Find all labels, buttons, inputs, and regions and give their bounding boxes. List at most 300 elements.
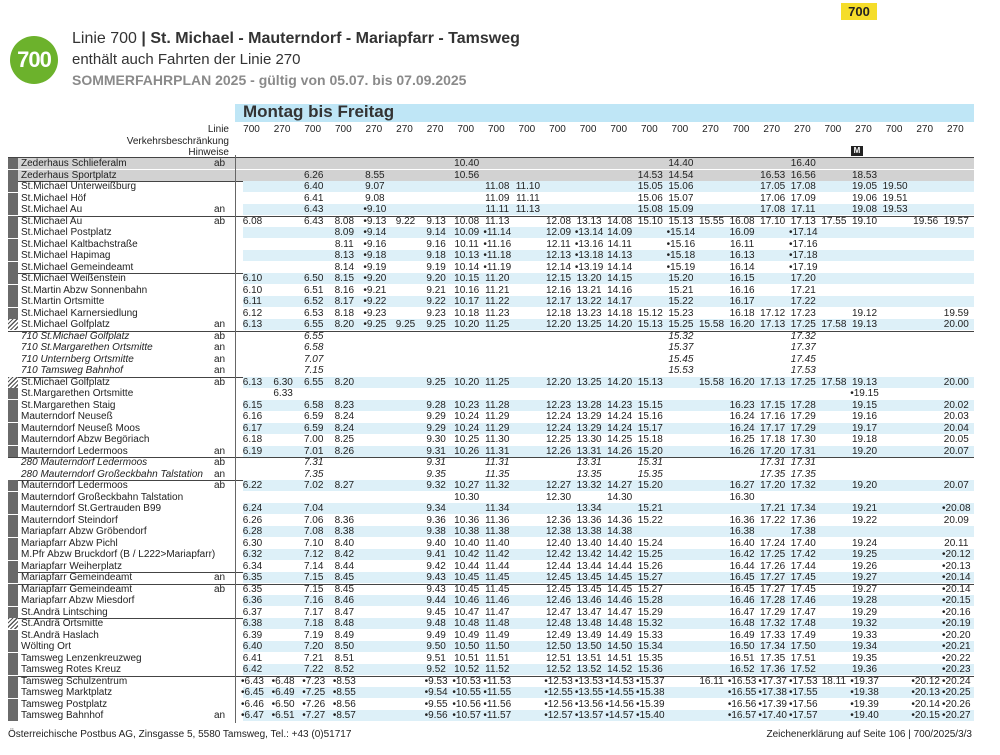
time-cell: 12.44 [545, 560, 572, 572]
time-cell: 13.40 [576, 537, 602, 549]
time-cell: 6.55 [303, 376, 324, 388]
time-cell: 6.37 [242, 606, 263, 618]
season-label: SOMMERFAHRPLAN 2025 - gültig von 05.07. bis 07.09.2025 [72, 72, 467, 88]
time-cell: 13.44 [576, 560, 602, 572]
time-cell: 14.49 [607, 629, 633, 641]
table-divider [235, 155, 236, 723]
time-cell: 15.45 [668, 353, 694, 365]
time-cell: 15.26 [637, 560, 663, 572]
time-cell: 17.32 [790, 480, 816, 491]
row-marker [8, 319, 18, 330]
time-cell: 15.23 [668, 307, 694, 319]
time-cell: 11.35 [485, 468, 510, 480]
time-cell: 12.36 [545, 514, 572, 526]
time-cell: •19.39 [850, 698, 879, 710]
time-cell: 20.11 [944, 537, 969, 549]
line-tag: 700 [841, 3, 877, 20]
row-marker [8, 653, 18, 664]
table-row [8, 549, 974, 560]
note-marker: M [851, 146, 863, 156]
time-cell: •8.57 [332, 710, 356, 721]
row-marker [8, 561, 18, 572]
time-cell: 17.25 [760, 549, 786, 560]
time-cell: 13.31 [576, 457, 602, 468]
time-cell: 10.23 [454, 399, 480, 411]
time-cell: 16.15 [729, 273, 755, 284]
stop-name: Mariapfarr Abzw Pichl [21, 537, 118, 549]
stop-name: Zederhaus Sportplatz [21, 169, 117, 181]
time-cell: 20.02 [943, 399, 969, 411]
time-cell: 10.56 [454, 169, 480, 181]
time-cell: 9.21 [426, 284, 446, 296]
time-cell: 13.20 [576, 273, 602, 284]
time-cell: •9.22 [363, 296, 387, 307]
row-marker [8, 262, 18, 273]
table-row [8, 262, 974, 273]
time-cell: •20.19 [942, 618, 971, 629]
time-cell: 19.16 [851, 411, 878, 422]
time-cell: •6.48 [271, 675, 295, 687]
time-cell: 17.13 [790, 215, 816, 227]
time-cell: 16.40 [790, 158, 816, 169]
time-cell: 6.52 [303, 296, 324, 307]
row-marker [8, 285, 18, 296]
time-cell: 6.41 [242, 652, 263, 664]
table-row [8, 239, 974, 250]
time-cell: 7.08 [303, 526, 324, 537]
time-cell: •20.20 [942, 629, 971, 641]
stop-name: Tamsweg Lenzenkreuzweg [21, 652, 142, 664]
line-number: 270 [855, 124, 872, 135]
time-cell: 13.22 [576, 296, 602, 307]
line-number: 700 [243, 124, 260, 135]
time-cell: 17.45 [790, 583, 816, 595]
time-cell: 19.25 [851, 549, 878, 560]
stop-name: St.Margarethen Staig [21, 399, 116, 411]
time-cell: 8.47 [334, 606, 355, 618]
time-cell: 6.53 [303, 307, 324, 319]
time-cell: 19.35 [851, 652, 878, 664]
time-cell: 8.42 [334, 549, 355, 560]
time-cell: 11.45 [485, 572, 510, 583]
time-cell: •17.56 [789, 698, 818, 710]
row-marker [8, 216, 18, 227]
time-cell: 8.09 [334, 227, 355, 238]
time-cell: 6.13 [242, 376, 263, 388]
time-cell: 15.18 [637, 434, 663, 445]
time-cell: 14.46 [607, 595, 633, 606]
time-cell: 9.16 [426, 238, 446, 250]
time-cell: 14.24 [607, 422, 633, 434]
time-cell: 10.15 [454, 273, 480, 284]
time-cell: 14.26 [607, 445, 633, 457]
time-cell: 12.09 [545, 227, 572, 238]
time-cell: 7.35 [303, 468, 324, 480]
time-cell: 11.30 [485, 434, 510, 445]
time-cell: •17.40 [758, 710, 787, 721]
time-cell: 9.34 [426, 503, 446, 514]
time-cell: 12.48 [545, 618, 572, 629]
time-cell: 16.50 [729, 641, 755, 652]
time-cell: 12.50 [545, 641, 572, 652]
time-cell: 17.28 [790, 399, 816, 411]
time-cell: •9.23 [363, 307, 387, 319]
time-cell: •20.14 [911, 698, 940, 710]
time-cell: 9.50 [426, 641, 446, 652]
row-marker [8, 296, 18, 307]
time-cell: 17.45 [790, 353, 816, 365]
table-row [8, 434, 974, 445]
row-marker [8, 664, 18, 675]
time-cell: 15.07 [668, 192, 694, 204]
time-cell: 8.45 [334, 572, 355, 583]
time-cell: 15.29 [637, 606, 663, 618]
time-cell: 9.20 [426, 273, 446, 284]
time-cell: 16.23 [729, 399, 755, 411]
time-cell: 16.08 [729, 215, 755, 227]
time-cell: •9.19 [363, 261, 387, 273]
time-cell: 15.20 [668, 273, 694, 284]
time-cell: 11.29 [485, 411, 510, 422]
stop-name: Mauterndorf Ledermoos [21, 445, 128, 457]
time-cell: 19.51 [882, 192, 908, 204]
time-cell: 10.42 [454, 549, 480, 560]
row-marker [8, 710, 18, 721]
stop-name: St.Michael Höf [21, 192, 87, 204]
time-cell: 10.40 [454, 537, 480, 549]
footer-reference: Zeichenerklärung auf Seite 106 | 700/2025/3/3 [766, 729, 972, 740]
time-cell: •10.57 [452, 710, 481, 721]
stop-name: Mauterndorf Großeckbahn Talstation [21, 491, 184, 503]
stop-name: St.Andrä Lintsching [21, 606, 108, 618]
row-marker [8, 549, 18, 560]
time-cell: 10.24 [454, 411, 480, 422]
time-cell: •9.54 [424, 687, 448, 698]
time-cell: 13.25 [576, 319, 602, 330]
time-cell: 17.31 [790, 457, 816, 468]
arr-dep-flag: ab [214, 215, 226, 227]
line-number: 700 [518, 124, 536, 135]
time-cell: 8.08 [334, 215, 355, 227]
time-cell: 8.26 [334, 445, 355, 457]
time-cell: 17.20 [790, 273, 816, 284]
time-cell: 8.18 [334, 307, 355, 319]
time-cell: 13.35 [576, 468, 602, 480]
time-cell: 11.20 [485, 273, 510, 284]
time-cell: 9.25 [426, 376, 446, 388]
line-badge: 700 [10, 36, 58, 84]
time-cell: •12.56 [544, 698, 573, 710]
time-cell: •11.18 [483, 250, 512, 261]
time-cell: 17.33 [760, 629, 786, 641]
time-cell: 6.59 [303, 411, 324, 422]
time-cell: 15.33 [637, 629, 663, 641]
time-cell: 17.06 [760, 192, 786, 204]
time-cell: •20.15 [942, 595, 971, 606]
time-cell: 17.31 [760, 457, 786, 468]
time-cell: 18.11 [821, 675, 847, 687]
time-cell: 10.17 [454, 296, 480, 307]
time-cell: 13.38 [576, 526, 602, 537]
row-marker [8, 158, 18, 169]
time-cell: 14.42 [607, 549, 633, 560]
line-number: 700 [487, 124, 505, 135]
time-cell: 12.16 [545, 284, 572, 296]
stop-name: St.Michael Au [21, 204, 83, 215]
time-cell: 8.52 [334, 664, 355, 675]
time-cell: 12.40 [545, 537, 572, 549]
time-cell: 19.32 [851, 618, 878, 629]
time-cell: 14.25 [607, 434, 633, 445]
row-marker [8, 607, 18, 618]
time-cell: •15.16 [666, 238, 696, 250]
time-cell: 17.47 [790, 606, 816, 618]
time-cell: •11.55 [483, 687, 512, 698]
time-cell: 10.20 [454, 376, 480, 388]
time-cell: 6.33 [273, 388, 293, 399]
time-cell: 17.35 [760, 652, 786, 664]
time-cell: 14.09 [607, 227, 633, 238]
table-row [8, 342, 974, 353]
time-cell: 9.36 [426, 514, 446, 526]
time-cell: 13.36 [576, 514, 602, 526]
time-cell: 17.08 [790, 181, 816, 192]
time-cell: 20.07 [943, 480, 969, 491]
time-cell: •17.53 [789, 675, 818, 687]
time-cell: 14.20 [607, 319, 633, 330]
time-cell: •20.14 [942, 583, 971, 595]
time-cell: 9.22 [426, 296, 446, 307]
time-cell: 11.21 [485, 284, 510, 296]
time-cell: 17.30 [790, 434, 816, 445]
time-cell: 14.50 [607, 641, 633, 652]
time-cell: 10.09 [454, 227, 480, 238]
time-cell: •9.16 [363, 238, 387, 250]
time-cell: 14.53 [637, 169, 663, 181]
time-cell: 17.13 [760, 319, 786, 330]
time-cell: 19.15 [851, 399, 878, 411]
time-cell: 7.18 [303, 618, 324, 629]
time-cell: 9.31 [426, 457, 446, 468]
stop-name: Mariapfarr Gemeindeamt [21, 572, 133, 583]
time-cell: •20.24 [942, 675, 971, 687]
time-cell: 17.15 [760, 399, 786, 411]
time-cell: •16.56 [727, 698, 757, 710]
time-cell: 13.45 [576, 572, 602, 583]
row-marker [8, 181, 18, 192]
time-cell: •7.23 [302, 675, 326, 687]
stop-name: Tamsweg Marktplatz [21, 687, 113, 698]
time-cell: 10.50 [454, 641, 480, 652]
time-cell: 9.25 [426, 319, 446, 330]
stop-name: St.Andrä Haslach [21, 629, 99, 641]
line-number: 700 [885, 124, 903, 135]
time-cell: •6.43 [241, 675, 264, 687]
time-cell: 6.38 [242, 618, 263, 629]
time-cell: 11.51 [485, 652, 510, 664]
time-cell: 6.55 [303, 319, 324, 330]
table-row [8, 515, 974, 526]
table-row [8, 630, 974, 641]
time-cell: 14.36 [607, 514, 633, 526]
table-row [8, 388, 974, 399]
time-cell: •13.57 [574, 710, 604, 721]
row-marker [8, 170, 18, 181]
time-cell: 12.20 [545, 376, 572, 388]
time-cell: 6.15 [242, 399, 263, 411]
time-cell: •8.53 [332, 675, 356, 687]
time-cell: 14.47 [607, 606, 633, 618]
table-row [8, 285, 974, 296]
time-cell: 7.16 [303, 595, 324, 606]
time-cell: 13.32 [576, 480, 602, 491]
time-cell: 10.49 [454, 629, 480, 641]
time-cell: •17.39 [758, 698, 787, 710]
time-cell: 8.15 [334, 273, 355, 284]
time-cell: 16.40 [729, 537, 755, 549]
time-cell: 13.13 [576, 215, 602, 227]
table-row [8, 170, 974, 181]
time-cell: 10.45 [454, 572, 480, 583]
time-cell: •17.38 [758, 687, 787, 698]
table-row [8, 216, 974, 227]
time-cell: •16.55 [727, 687, 757, 698]
table-row [8, 319, 974, 330]
time-cell: 11.50 [485, 641, 510, 652]
time-cell: 20.04 [943, 422, 969, 434]
row-marker [8, 526, 18, 537]
time-cell: 6.13 [242, 319, 263, 330]
line-number: 700 [457, 124, 475, 135]
time-cell: 17.35 [790, 468, 816, 480]
table-row [8, 526, 974, 537]
time-cell: 10.16 [454, 284, 480, 296]
time-cell: 13.34 [576, 503, 602, 514]
stop-name: Wölting Ort [21, 641, 72, 652]
time-cell: 8.11 [334, 238, 354, 250]
time-cell: 10.14 [454, 261, 480, 273]
time-cell: 9.08 [365, 192, 385, 204]
time-cell: 7.04 [303, 503, 324, 514]
table-row [8, 250, 974, 261]
time-cell: 17.29 [760, 606, 786, 618]
time-cell: 19.05 [851, 181, 878, 192]
time-cell: 12.15 [545, 273, 572, 284]
time-cell: 10.47 [454, 606, 480, 618]
time-cell: 10.40 [454, 158, 480, 169]
time-cell: 17.58 [821, 376, 847, 388]
time-cell: 17.50 [790, 641, 816, 652]
time-cell: 16.56 [790, 169, 816, 181]
time-cell: 17.34 [760, 641, 786, 652]
time-cell: 15.27 [637, 572, 663, 583]
stop-name: St.Michael Unterweißburg [21, 181, 137, 192]
stop-name: St.Andrä Ortsmitte [21, 618, 104, 629]
time-cell: 8.17 [334, 296, 355, 307]
table-row [8, 273, 974, 284]
row-marker [8, 411, 18, 422]
time-cell: 16.44 [729, 560, 755, 572]
time-cell: 17.21 [760, 503, 786, 514]
time-cell: 11.34 [485, 503, 510, 514]
time-cell: 17.11 [791, 204, 816, 215]
time-cell: 15.06 [637, 192, 663, 204]
stop-name: St.Michael Golfplatz [21, 376, 110, 388]
time-cell: •13.55 [574, 687, 604, 698]
time-cell: 16.47 [729, 606, 755, 618]
time-cell: 7.10 [303, 537, 324, 549]
time-cell: 6.35 [242, 572, 263, 583]
stop-name: 280 Mauterndorf Großeckbahn Talstation [21, 468, 203, 480]
time-cell: 8.24 [334, 422, 355, 434]
time-cell: 9.43 [426, 572, 446, 583]
time-cell: 11.44 [485, 560, 510, 572]
time-cell: 14.17 [607, 296, 633, 307]
time-cell: 9.38 [426, 526, 446, 537]
time-cell: 7.01 [303, 445, 324, 457]
time-cell: 6.11 [243, 296, 262, 307]
time-cell: 6.19 [242, 445, 263, 457]
time-cell: 6.43 [303, 204, 324, 215]
time-cell: •20.21 [942, 641, 971, 652]
time-cell: 7.14 [303, 560, 324, 572]
time-cell: 7.15 [303, 365, 324, 376]
time-cell: 11.11 [516, 192, 540, 204]
stop-name: Mauterndorf Abzw Begöriach [21, 434, 150, 445]
time-cell: 11.38 [485, 526, 510, 537]
time-cell: 7.19 [303, 629, 324, 641]
time-cell: 6.43 [303, 215, 324, 227]
time-cell: 8.14 [334, 261, 355, 273]
time-cell: 9.48 [426, 618, 446, 629]
time-cell: 15.13 [668, 215, 694, 227]
time-cell: 12.51 [545, 652, 572, 664]
stop-name: 710 St.Michael Golfplatz [21, 330, 130, 342]
time-cell: 8.38 [334, 526, 355, 537]
table-row [8, 687, 974, 698]
time-cell: 15.36 [637, 664, 663, 675]
time-cell: 16.48 [729, 618, 755, 629]
time-cell: 16.14 [729, 261, 755, 273]
time-cell: 11.09 [485, 192, 510, 204]
time-cell: 19.18 [851, 434, 878, 445]
table-row [8, 365, 974, 376]
time-cell: •6.50 [271, 698, 295, 710]
time-cell: 13.47 [576, 606, 602, 618]
time-cell: 6.36 [242, 595, 263, 606]
time-cell: •9.53 [424, 675, 448, 687]
time-cell: 15.55 [698, 215, 725, 227]
time-cell: 13.49 [576, 629, 602, 641]
time-cell: 9.35 [426, 468, 446, 480]
time-cell: •6.46 [241, 698, 264, 710]
time-cell: 13.45 [576, 583, 602, 595]
time-cell: 17.40 [790, 537, 816, 549]
time-cell: 14.16 [607, 284, 633, 296]
table-row [8, 561, 974, 572]
table-row [8, 492, 974, 503]
time-cell: 15.22 [637, 514, 663, 526]
time-cell: •9.13 [363, 215, 387, 227]
row-marker [8, 630, 18, 641]
time-cell: •9.55 [424, 698, 448, 710]
time-cell: 20.00 [943, 319, 969, 330]
stop-name: M.Pfr Abzw Bruckdorf (B / L222>Mariapfarr) [21, 549, 216, 560]
time-cell: 15.58 [698, 319, 725, 330]
time-cell: 17.45 [790, 572, 816, 583]
time-cell: 12.24 [545, 411, 572, 422]
table-row [8, 354, 974, 365]
